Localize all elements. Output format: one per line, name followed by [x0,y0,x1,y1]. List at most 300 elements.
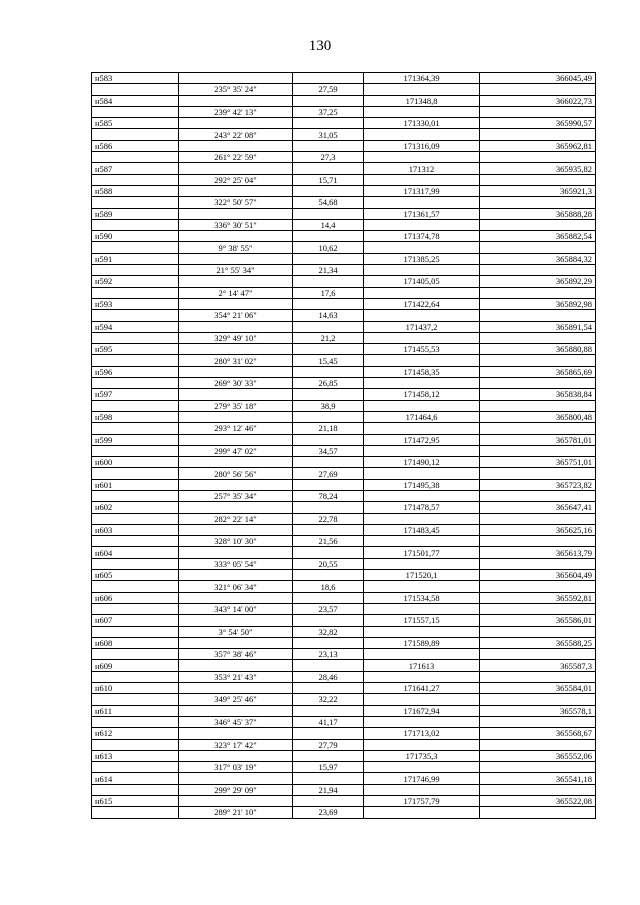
angle-cell [179,524,293,535]
point-cell [92,219,179,230]
table-row [92,73,596,84]
table-row [92,445,596,456]
point-cell [92,355,179,366]
angle-cell [179,95,293,106]
angle-cell: 21° 55' 34" [179,265,293,276]
table-row [92,581,596,592]
y-coordinate-cell: 365962,81 [480,140,596,151]
point-cell [92,400,179,411]
point-cell [92,716,179,727]
distance-cell: 27,79 [293,739,364,750]
point-cell [92,242,179,253]
distance-cell [293,705,364,716]
point-cell: н587 [92,163,179,174]
table-row [92,796,596,807]
x-coordinate-cell [364,784,480,795]
table-row [92,547,596,558]
y-coordinate-cell: 365578,1 [480,705,596,716]
point-cell [92,739,179,750]
x-coordinate-cell: 171735,3 [364,750,480,761]
table-row [92,536,596,547]
x-coordinate-cell [364,603,480,614]
distance-cell: 14,4 [293,219,364,230]
coordinates-table [91,72,596,819]
y-coordinate-cell: 365838,84 [480,389,596,400]
distance-cell: 21,94 [293,784,364,795]
angle-cell [179,208,293,219]
distance-cell: 27,59 [293,84,364,95]
x-coordinate-cell [364,649,480,660]
table-row [92,197,596,208]
table-row [92,231,596,242]
x-coordinate-cell [364,694,480,705]
angle-cell: 317° 03' 19" [179,762,293,773]
table-row [92,750,596,761]
distance-cell: 78,24 [293,490,364,501]
point-cell: н612 [92,728,179,739]
angle-cell [179,140,293,151]
point-cell: н583 [92,73,179,84]
x-coordinate-cell: 171317,99 [364,185,480,196]
table-row [92,490,596,501]
y-coordinate-cell: 365921,3 [480,185,596,196]
angle-cell: 243° 22' 08" [179,129,293,140]
table-row [92,502,596,513]
distance-cell [293,547,364,558]
angle-cell: 354° 21' 06" [179,310,293,321]
point-cell [92,423,179,434]
x-coordinate-cell [364,445,480,456]
point-cell: н615 [92,796,179,807]
x-coordinate-cell [364,468,480,479]
angle-cell [179,231,293,242]
table-row [92,95,596,106]
distance-cell [293,457,364,468]
distance-cell [293,298,364,309]
y-coordinate-cell [480,513,596,524]
x-coordinate-cell: 171458,35 [364,366,480,377]
table-row [92,366,596,377]
distance-cell [293,366,364,377]
x-coordinate-cell [364,106,480,117]
point-cell [92,649,179,660]
distance-cell: 54,68 [293,197,364,208]
y-coordinate-cell: 365990,57 [480,118,596,129]
x-coordinate-cell: 171520,1 [364,570,480,581]
y-coordinate-cell [480,310,596,321]
y-coordinate-cell: 365880,88 [480,344,596,355]
y-coordinate-cell [480,762,596,773]
x-coordinate-cell: 171472,95 [364,434,480,445]
y-coordinate-cell: 365541,18 [480,773,596,784]
y-coordinate-cell [480,265,596,276]
x-coordinate-cell [364,626,480,637]
angle-cell: 280° 56' 56" [179,468,293,479]
x-coordinate-cell [364,716,480,727]
angle-cell [179,411,293,422]
x-coordinate-cell [364,513,480,524]
point-cell [92,581,179,592]
distance-cell: 23,69 [293,807,364,818]
table-row [92,219,596,230]
point-cell [92,310,179,321]
point-cell [92,265,179,276]
angle-cell [179,502,293,513]
distance-cell [293,683,364,694]
angle-cell [179,276,293,287]
x-coordinate-cell [364,174,480,185]
table-row [92,423,596,434]
point-cell: н602 [92,502,179,513]
angle-cell [179,660,293,671]
distance-cell [293,163,364,174]
distance-cell [293,592,364,603]
angle-cell: 329° 49' 10" [179,332,293,343]
angle-cell: 293° 12' 46" [179,423,293,434]
y-coordinate-cell [480,649,596,660]
x-coordinate-cell [364,265,480,276]
y-coordinate-cell [480,332,596,343]
distance-cell [293,95,364,106]
angle-cell: 336° 30' 51" [179,219,293,230]
y-coordinate-cell [480,129,596,140]
point-cell: н600 [92,457,179,468]
y-coordinate-cell [480,581,596,592]
y-coordinate-cell: 365552,06 [480,750,596,761]
x-coordinate-cell [364,378,480,389]
x-coordinate-cell [364,332,480,343]
point-cell: н597 [92,389,179,400]
point-cell [92,197,179,208]
x-coordinate-cell [364,197,480,208]
table-row [92,457,596,468]
x-coordinate-cell: 171364,39 [364,73,480,84]
y-coordinate-cell: 365892,29 [480,276,596,287]
point-cell [92,671,179,682]
table-row [92,140,596,151]
point-cell: н592 [92,276,179,287]
point-cell: н589 [92,208,179,219]
point-cell: н585 [92,118,179,129]
angle-cell [179,163,293,174]
point-cell: н609 [92,660,179,671]
table-row [92,705,596,716]
y-coordinate-cell: 365604,49 [480,570,596,581]
x-coordinate-cell: 171713,02 [364,728,480,739]
y-coordinate-cell [480,445,596,456]
point-cell [92,287,179,298]
x-coordinate-cell: 171490,12 [364,457,480,468]
table-row [92,118,596,129]
angle-cell [179,796,293,807]
angle-cell [179,479,293,490]
angle-cell [179,728,293,739]
x-coordinate-cell [364,536,480,547]
x-coordinate-cell [364,762,480,773]
table-row [92,626,596,637]
angle-cell: 289° 21' 10" [179,807,293,818]
y-coordinate-cell: 366022,73 [480,95,596,106]
point-cell [92,129,179,140]
distance-cell [293,637,364,648]
x-coordinate-cell: 171501,77 [364,547,480,558]
angle-cell [179,253,293,264]
y-coordinate-cell: 365613,79 [480,547,596,558]
angle-cell: 269° 30' 33" [179,378,293,389]
table-row [92,400,596,411]
y-coordinate-cell: 365888,28 [480,208,596,219]
x-coordinate-cell: 171316,09 [364,140,480,151]
y-coordinate-cell [480,378,596,389]
point-cell [92,106,179,117]
angle-cell: 261° 22' 59" [179,152,293,163]
x-coordinate-cell [364,807,480,818]
y-coordinate-cell: 365892,98 [480,298,596,309]
distance-cell: 41,17 [293,716,364,727]
distance-cell: 18,6 [293,581,364,592]
table-row [92,468,596,479]
distance-cell: 32,82 [293,626,364,637]
table-row [92,310,596,321]
point-cell: н596 [92,366,179,377]
y-coordinate-cell: 365584,01 [480,683,596,694]
distance-cell [293,660,364,671]
angle-cell: 9° 38' 55" [179,242,293,253]
x-coordinate-cell: 171613 [364,660,480,671]
angle-cell: 282° 22' 14" [179,513,293,524]
angle-cell: 346° 45' 37" [179,716,293,727]
distance-cell: 21,2 [293,332,364,343]
table-row [92,253,596,264]
point-cell: н606 [92,592,179,603]
angle-cell: 321° 06' 34" [179,581,293,592]
table-row [92,739,596,750]
angle-cell [179,705,293,716]
x-coordinate-cell: 171361,57 [364,208,480,219]
y-coordinate-cell [480,807,596,818]
table-row [92,321,596,332]
table-row [92,513,596,524]
angle-cell [179,570,293,581]
y-coordinate-cell [480,219,596,230]
angle-cell: 2° 14' 47" [179,287,293,298]
distance-cell [293,344,364,355]
y-coordinate-cell [480,468,596,479]
y-coordinate-cell [480,558,596,569]
distance-cell [293,524,364,535]
table-row [92,332,596,343]
x-coordinate-cell [364,152,480,163]
y-coordinate-cell [480,716,596,727]
table-row [92,784,596,795]
y-coordinate-cell: 365588,25 [480,637,596,648]
y-coordinate-cell: 365865,69 [480,366,596,377]
y-coordinate-cell [480,536,596,547]
x-coordinate-cell: 171312 [364,163,480,174]
table-row [92,683,596,694]
x-coordinate-cell: 171478,57 [364,502,480,513]
table-row [92,807,596,818]
y-coordinate-cell: 365592,81 [480,592,596,603]
table-row [92,570,596,581]
x-coordinate-cell [364,242,480,253]
point-cell: н603 [92,524,179,535]
table-row [92,615,596,626]
table-row [92,163,596,174]
distance-cell: 26,85 [293,378,364,389]
y-coordinate-cell: 365625,16 [480,524,596,535]
x-coordinate-cell: 171422,64 [364,298,480,309]
point-cell: н588 [92,185,179,196]
point-cell: н614 [92,773,179,784]
y-coordinate-cell: 365568,67 [480,728,596,739]
point-cell [92,445,179,456]
x-coordinate-cell: 171672,94 [364,705,480,716]
distance-cell [293,231,364,242]
table-row [92,694,596,705]
angle-cell: 257° 35' 34" [179,490,293,501]
table-row [92,265,596,276]
point-cell [92,603,179,614]
angle-cell: 349° 25' 46" [179,694,293,705]
y-coordinate-cell [480,242,596,253]
table-row [92,242,596,253]
y-coordinate-cell [480,423,596,434]
y-coordinate-cell [480,490,596,501]
table-row [92,660,596,671]
distance-cell [293,185,364,196]
point-cell: н593 [92,298,179,309]
distance-cell: 31,05 [293,129,364,140]
angle-cell: 280° 31' 02" [179,355,293,366]
table-row [92,129,596,140]
point-cell: н594 [92,321,179,332]
y-coordinate-cell: 365647,41 [480,502,596,513]
angle-cell [179,434,293,445]
distance-cell [293,615,364,626]
point-cell: н611 [92,705,179,716]
point-cell [92,84,179,95]
angle-cell: 299° 47' 02" [179,445,293,456]
distance-cell [293,321,364,332]
angle-cell [179,298,293,309]
x-coordinate-cell [364,84,480,95]
x-coordinate-cell: 171385,25 [364,253,480,264]
distance-cell: 15,97 [293,762,364,773]
table-row [92,287,596,298]
table-body [92,73,596,819]
point-cell [92,468,179,479]
angle-cell [179,389,293,400]
point-cell [92,174,179,185]
distance-cell: 10,62 [293,242,364,253]
y-coordinate-cell: 365891,54 [480,321,596,332]
distance-cell: 20,55 [293,558,364,569]
distance-cell: 21,56 [293,536,364,547]
table-row [92,389,596,400]
table-row [92,479,596,490]
x-coordinate-cell: 171405,05 [364,276,480,287]
distance-cell: 27,69 [293,468,364,479]
y-coordinate-cell [480,106,596,117]
x-coordinate-cell: 171348,8 [364,95,480,106]
angle-cell: 343° 14' 00" [179,603,293,614]
table-row [92,106,596,117]
angle-cell: 353° 21' 43" [179,671,293,682]
point-cell [92,694,179,705]
point-cell [92,536,179,547]
y-coordinate-cell: 365586,01 [480,615,596,626]
y-coordinate-cell: 365800,48 [480,411,596,422]
point-cell: н595 [92,344,179,355]
table-row [92,592,596,603]
y-coordinate-cell [480,152,596,163]
distance-cell [293,140,364,151]
angle-cell [179,344,293,355]
x-coordinate-cell [364,310,480,321]
distance-cell: 34,57 [293,445,364,456]
angle-cell: 333° 05' 54" [179,558,293,569]
distance-cell: 27,3 [293,152,364,163]
x-coordinate-cell [364,739,480,750]
table-row [92,84,596,95]
y-coordinate-cell [480,603,596,614]
distance-cell: 22,78 [293,513,364,524]
point-cell: н598 [92,411,179,422]
y-coordinate-cell [480,355,596,366]
table-row [92,649,596,660]
distance-cell: 32,22 [293,694,364,705]
angle-cell: 328° 10' 30" [179,536,293,547]
y-coordinate-cell: 365751,01 [480,457,596,468]
angle-cell [179,73,293,84]
y-coordinate-cell: 365587,3 [480,660,596,671]
point-cell: н607 [92,615,179,626]
distance-cell [293,728,364,739]
table-row [92,208,596,219]
x-coordinate-cell: 171464,6 [364,411,480,422]
table-row [92,671,596,682]
y-coordinate-cell [480,784,596,795]
x-coordinate-cell: 171455,53 [364,344,480,355]
point-cell: н613 [92,750,179,761]
table-row [92,524,596,535]
distance-cell [293,479,364,490]
point-cell: н601 [92,479,179,490]
x-coordinate-cell: 171458,12 [364,389,480,400]
angle-cell [179,366,293,377]
angle-cell [179,637,293,648]
x-coordinate-cell: 171557,15 [364,615,480,626]
distance-cell [293,253,364,264]
y-coordinate-cell: 365935,82 [480,163,596,174]
angle-cell [179,592,293,603]
distance-cell [293,750,364,761]
angle-cell [179,773,293,784]
point-cell: н610 [92,683,179,694]
angle-cell [179,615,293,626]
angle-cell [179,457,293,468]
angle-cell [179,750,293,761]
x-coordinate-cell: 171757,79 [364,796,480,807]
x-coordinate-cell: 171483,45 [364,524,480,535]
x-coordinate-cell: 171330,01 [364,118,480,129]
point-cell [92,558,179,569]
table-row [92,434,596,445]
table-row [92,344,596,355]
distance-cell [293,502,364,513]
table-row [92,411,596,422]
